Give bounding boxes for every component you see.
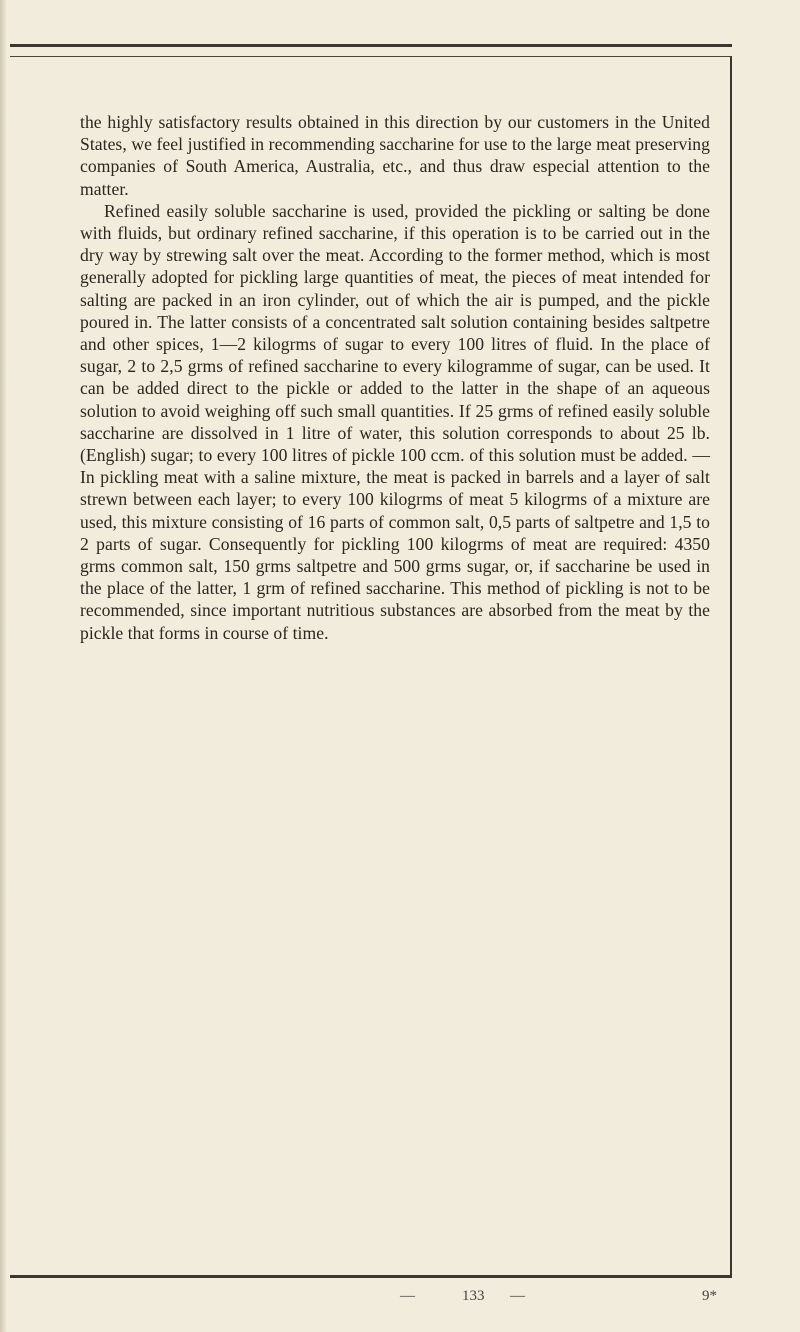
footer-dash-right: — (510, 1288, 525, 1304)
signature-mark: 9* (702, 1288, 717, 1304)
page-number: 133 (462, 1288, 485, 1304)
top-rule (10, 44, 732, 47)
paragraph-pickling-method: Refined easily soluble saccharine is used, provided the pickling or salting be done with fluids, but ordinary refined saccharine, if this operation is to be carried out in the dry way by strewing salt over the meat. According to the former method, which is most generally adopted for pickling large quantities of meat, the pieces of meat intended for salting are packed in an iron cylinder, out of which the air is pumped, and the pickle poured in. The latter consists of a concentrated salt solution containing besides saltpetre and other spices, 1—2 kilogrms of sugar to every 100 litres of fluid. In the place of sugar, 2 to 2,5 grms of refined saccharine to every kilogramme of sugar, can be used. It can be added direct to the pickle or added to the latter in the shape of an aqueous solution to avoid weighing off such small quantities. If 25 grms of refined easily soluble saccharine are dissolved in 1 litre of water, this solution corresponds to about 25 lb. (English) sugar; to every 100 litres of pickle 100 ccm. of this solution must be added. — In pickling meat with a saline mixture, the meat is packed in barrels and a layer of salt strewn between each layer; to every 100 kilogrms of meat 5 kilogrms of a mixture are used, this mixture consisting of 16 parts of common salt, 0,5 parts of saltpetre and 1,5 to 2 parts of sugar. Consequently for pickling 100 kilogrms of meat are required: 4350 grms common salt, 150 grms saltpetre and 500 grms sugar, or, if saccharine be used in the place of the latter, 1 grm of refined saccharine. This method of pickling is not to be recommended, since important nutritious substances are absorbed from the meat by the pickle that forms in course of time. (80, 200, 710, 643)
paragraph-continuation: the highly satisfactory results obtained in this direction by our customers in the United States, we feel justified in recommending saccharine for use to the large meat preserving companies of South America, Australia, etc., and thus draw especial attention to the matter. (80, 112, 710, 199)
body-text (80, 111, 710, 644)
page-edge (0, 0, 6, 1332)
footer-dash-left: — (400, 1288, 415, 1304)
page-footer (0, 1288, 800, 1312)
